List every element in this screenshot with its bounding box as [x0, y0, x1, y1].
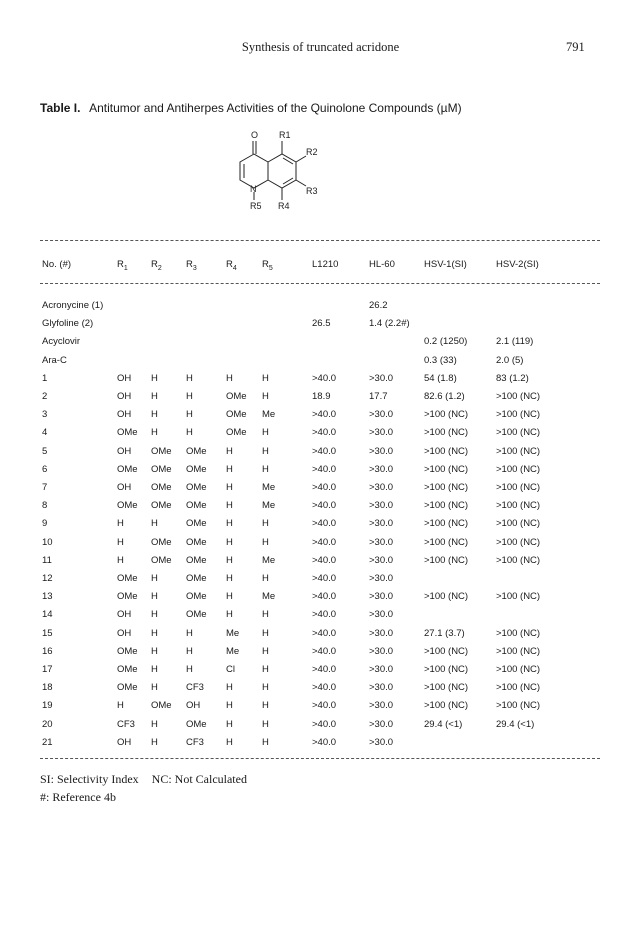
table-row	[0, 737, 641, 753]
cell-l1210: >40.0	[312, 609, 337, 621]
cell-hl60: >30.0	[369, 627, 394, 639]
cell-r3: OMe	[186, 500, 207, 512]
cell-r3: CF3	[186, 736, 204, 748]
cell-r3: OMe	[186, 518, 207, 530]
cell-hsv1: 82.6 (1.2)	[424, 391, 465, 402]
cell-hsv2: >100 (NC)	[496, 482, 541, 493]
table-label: Table I.	[40, 101, 81, 115]
cell-r4: Me	[226, 627, 240, 639]
cell-r4: H	[226, 573, 233, 584]
cell-r2: H	[151, 427, 158, 439]
cell-r2: H	[151, 736, 158, 748]
cell-hsv1: >100 (NC)	[424, 591, 469, 603]
cell-hl60: >30.0	[369, 427, 394, 439]
cell-r1: OH	[117, 445, 132, 457]
cell-r2: OMe	[151, 482, 172, 493]
cell-hsv1: >100 (NC)	[424, 536, 469, 548]
cell-r1: OH	[117, 409, 132, 421]
cell-r1: OMe	[117, 463, 138, 475]
table-bottom-rule	[40, 758, 600, 759]
cell-r5: H	[262, 573, 269, 584]
cell-r1: OH	[117, 627, 132, 639]
cell-r2: OMe	[151, 700, 172, 712]
cell-r1: CF3	[117, 718, 135, 730]
cell-r1: OMe	[117, 500, 138, 512]
cell-hl60: >30.0	[369, 536, 394, 548]
cell-hl60: >30.0	[369, 700, 394, 712]
cell-hsv2: >100 (NC)	[496, 627, 541, 639]
cell-r1: OH	[117, 736, 132, 748]
cell-r1: OH	[117, 482, 132, 493]
cell-r3: OMe	[186, 609, 207, 621]
cell-hl60: >30.0	[369, 500, 394, 512]
cell-l1210: >40.0	[312, 409, 337, 421]
cell-r5: Me	[262, 500, 276, 512]
cell-r3: OMe	[186, 554, 207, 566]
cell-r5: H	[262, 736, 269, 748]
cell-r2: H	[151, 645, 158, 657]
cell-r4: OMe	[226, 427, 247, 439]
cell-compound: 14	[42, 609, 53, 621]
table-row	[0, 628, 641, 644]
table-row	[0, 719, 641, 735]
cell-r4: Me	[226, 645, 240, 657]
cell-r5: H	[262, 627, 269, 639]
col-header-r2: $R_2$	[151, 259, 162, 272]
cell-r4: H	[226, 445, 233, 457]
cell-hsv2: >100 (NC)	[496, 427, 541, 439]
cell-r2: H	[151, 518, 158, 530]
cell-r3: OMe	[186, 482, 207, 493]
cell-compound: Glyfoline (2)	[42, 318, 94, 330]
cell-compound: 21	[42, 736, 53, 748]
cell-l1210: >40.0	[312, 664, 337, 675]
cell-l1210: >40.0	[312, 591, 337, 603]
quinolone-structure-diagram	[222, 124, 332, 224]
table-row	[0, 591, 641, 607]
cell-r1: OMe	[117, 591, 138, 603]
cell-hsv1: >100 (NC)	[424, 463, 469, 475]
cell-r3: H	[186, 391, 193, 402]
cell-r4: H	[226, 700, 233, 712]
cell-r3: OMe	[186, 463, 207, 475]
cell-hl60: >30.0	[369, 372, 394, 384]
col-header-r3: $R_3$	[186, 259, 197, 272]
cell-r2: H	[151, 609, 158, 621]
cell-r3: OMe	[186, 718, 207, 730]
cell-r4: Cl	[226, 664, 235, 675]
cell-r5: Me	[262, 482, 276, 493]
cell-compound: Acyclovir	[42, 336, 81, 348]
cell-r1: OMe	[117, 427, 138, 439]
cell-r2: H	[151, 409, 158, 421]
r4-label: R4	[278, 201, 290, 211]
cell-compound: 17	[42, 664, 53, 675]
cell-r1: OH	[117, 391, 132, 402]
cell-r3: H	[186, 664, 193, 675]
r5-label: R5	[250, 201, 262, 211]
cell-r1: OH	[117, 372, 132, 384]
cell-hsv2: 2.1 (119)	[496, 336, 534, 348]
cell-r4: H	[226, 736, 233, 748]
cell-r4: OMe	[226, 409, 247, 421]
cell-l1210: >40.0	[312, 500, 337, 512]
cell-r4: H	[226, 518, 233, 530]
cell-r5: H	[262, 682, 269, 694]
cell-hl60: 1.4 (2.2#)	[369, 318, 410, 330]
cell-r4: H	[226, 554, 233, 566]
cell-hl60: >30.0	[369, 518, 394, 530]
cell-r4: H	[226, 482, 233, 493]
cell-r4: OMe	[226, 391, 247, 402]
cell-hsv1: >100 (NC)	[424, 682, 469, 694]
cell-r3: OMe	[186, 445, 207, 457]
cell-hsv1: >100 (NC)	[424, 554, 469, 566]
cell-r4: H	[226, 718, 233, 730]
cell-compound: 19	[42, 700, 53, 712]
cell-hsv2: 83 (1.2)	[496, 372, 529, 384]
cell-hsv1: >100 (NC)	[424, 518, 469, 530]
cell-r1: OMe	[117, 664, 138, 675]
cell-r4: H	[226, 591, 233, 603]
cell-l1210: >40.0	[312, 700, 337, 712]
cell-l1210: >40.0	[312, 718, 337, 730]
cell-r5: H	[262, 536, 269, 548]
table-row	[0, 664, 641, 680]
table-row	[0, 646, 641, 662]
col-header-no: No. (#)	[42, 259, 72, 270]
cell-hl60: 17.7	[369, 391, 388, 402]
cell-compound: 6	[42, 463, 48, 475]
cell-r2: H	[151, 718, 158, 730]
r1-label: R1	[279, 130, 291, 140]
cell-r2: H	[151, 664, 158, 675]
table-row	[0, 518, 641, 534]
cell-compound: 3	[42, 409, 48, 421]
cell-r3: CF3	[186, 682, 204, 694]
cell-r4: H	[226, 536, 233, 548]
cell-r3: OMe	[186, 536, 207, 548]
table-row	[0, 427, 641, 443]
cell-l1210: >40.0	[312, 536, 337, 548]
table-row	[0, 555, 641, 571]
table-row	[0, 318, 641, 334]
cell-r2: H	[151, 391, 158, 402]
cell-compound: Ara-C	[42, 354, 67, 366]
col-header-r4: $R_4$	[226, 259, 237, 272]
cell-hl60: >30.0	[369, 736, 394, 748]
cell-l1210: >40.0	[312, 518, 337, 530]
footnotes	[40, 770, 257, 806]
cell-r1: OMe	[117, 573, 138, 584]
cell-hsv1: >100 (NC)	[424, 427, 469, 439]
cell-r4: H	[226, 500, 233, 512]
cell-r1: H	[117, 536, 124, 548]
table-caption	[40, 101, 462, 115]
cell-r2: OMe	[151, 500, 172, 512]
cell-r5: H	[262, 609, 269, 621]
cell-hl60: >30.0	[369, 482, 394, 493]
cell-hl60: >30.0	[369, 554, 394, 566]
footnote-nc: NC: Not Calculated	[151, 772, 247, 786]
cell-compound: 2	[42, 391, 48, 402]
cell-compound: 10	[42, 536, 53, 548]
table-row	[0, 409, 641, 425]
cell-l1210: >40.0	[312, 554, 337, 566]
cell-r3: H	[186, 645, 193, 657]
cell-l1210: >40.0	[312, 645, 337, 657]
cell-r1: OMe	[117, 682, 138, 694]
cell-r2: OMe	[151, 463, 172, 475]
cell-hl60: >30.0	[369, 645, 394, 657]
cell-r4: H	[226, 463, 233, 475]
cell-hl60: 26.2	[369, 300, 388, 311]
cell-r5: H	[262, 645, 269, 657]
cell-l1210: >40.0	[312, 372, 337, 384]
r3-label: R3	[306, 186, 318, 196]
cell-r5: H	[262, 718, 269, 730]
table-row	[0, 682, 641, 698]
footnote-si: SI: Selectivity Index	[40, 772, 139, 786]
cell-hsv2: >100 (NC)	[496, 463, 541, 475]
cell-hsv1: >100 (NC)	[424, 664, 469, 675]
cell-r4: H	[226, 372, 233, 384]
cell-hsv1: >100 (NC)	[424, 482, 469, 493]
col-header-r1: $R_1$	[117, 259, 128, 272]
cell-hsv2: >100 (NC)	[496, 664, 541, 675]
cell-compound: 7	[42, 482, 48, 493]
table-row	[0, 373, 641, 389]
cell-hl60: >30.0	[369, 573, 394, 584]
cell-l1210: >40.0	[312, 445, 337, 457]
cell-r5: H	[262, 518, 269, 530]
cell-r2: H	[151, 372, 158, 384]
cell-hsv1: 0.3 (33)	[424, 354, 457, 366]
cell-hl60: >30.0	[369, 463, 394, 475]
cell-r1: H	[117, 518, 124, 530]
cell-hl60: >30.0	[369, 409, 394, 421]
cell-r5: H	[262, 664, 269, 675]
cell-r1: OH	[117, 609, 132, 621]
cell-l1210: >40.0	[312, 682, 337, 694]
cell-r2: H	[151, 573, 158, 584]
cell-l1210: >40.0	[312, 427, 337, 439]
cell-compound: 13	[42, 591, 53, 603]
cell-hsv2: >100 (NC)	[496, 645, 541, 657]
cell-r5: H	[262, 391, 269, 402]
footnote-ref: #: Reference 4b	[40, 790, 116, 804]
cell-r4: H	[226, 682, 233, 694]
cell-r3: H	[186, 627, 193, 639]
cell-hsv2: 29.4 (<1)	[496, 718, 535, 730]
cell-r3: H	[186, 427, 193, 439]
cell-r5: H	[262, 463, 269, 475]
cell-r5: Me	[262, 591, 276, 603]
cell-hsv1: >100 (NC)	[424, 409, 469, 421]
cell-r1: OMe	[117, 645, 138, 657]
table-row	[0, 464, 641, 480]
table-row	[0, 300, 641, 316]
cell-l1210: >40.0	[312, 627, 337, 639]
nitrogen-label: N	[250, 184, 257, 194]
r2-label: R2	[306, 147, 318, 157]
table-row	[0, 391, 641, 407]
oxygen-label: O	[251, 130, 259, 140]
cell-hsv2: >100 (NC)	[496, 591, 541, 603]
footnote-line-1	[40, 770, 257, 788]
table-row	[0, 500, 641, 516]
cell-compound: 1	[42, 372, 48, 384]
cell-compound: 8	[42, 500, 48, 512]
cell-l1210: >40.0	[312, 463, 337, 475]
running-header: Synthesis of truncated acridone	[241, 40, 400, 54]
cell-compound: 5	[42, 445, 48, 457]
table-row	[0, 336, 641, 352]
table-header-row	[0, 259, 641, 275]
table-row	[0, 573, 641, 589]
table-top-rule	[40, 240, 600, 241]
cell-hl60: >30.0	[369, 718, 394, 730]
cell-hsv2: >100 (NC)	[496, 682, 541, 694]
cell-hsv1: 27.1 (3.7)	[424, 627, 465, 639]
cell-r2: H	[151, 591, 158, 603]
cell-hsv1: 29.4 (<1)	[424, 718, 463, 730]
cell-compound: 11	[42, 554, 52, 566]
cell-r5: H	[262, 700, 269, 712]
cell-hsv2: >100 (NC)	[496, 518, 541, 530]
cell-r2: H	[151, 682, 158, 694]
cell-hsv2: >100 (NC)	[496, 700, 541, 712]
cell-r3: OMe	[186, 591, 207, 603]
cell-hsv2: >100 (NC)	[496, 409, 541, 421]
cell-hl60: >30.0	[369, 445, 394, 457]
cell-r2: H	[151, 627, 158, 639]
cell-r3: OH	[186, 700, 201, 712]
cell-r5: Me	[262, 409, 276, 421]
cell-r2: OMe	[151, 445, 172, 457]
cell-hsv2: >100 (NC)	[496, 500, 541, 512]
cell-l1210: >40.0	[312, 482, 337, 493]
col-header-r5: $R_5$	[262, 259, 273, 272]
cell-hsv1: >100 (NC)	[424, 500, 469, 512]
cell-hl60: >30.0	[369, 682, 394, 694]
cell-hsv1: 0.2 (1250)	[424, 336, 468, 348]
col-header-hsv1: HSV-1(SI)	[424, 259, 467, 270]
cell-compound: 4	[42, 427, 48, 439]
cell-r3: H	[186, 409, 193, 421]
cell-compound: 18	[42, 682, 53, 694]
cell-compound: 20	[42, 718, 53, 730]
cell-compound: 9	[42, 518, 48, 530]
cell-hsv1: 54 (1.8)	[424, 372, 457, 384]
cell-hsv1: >100 (NC)	[424, 700, 469, 712]
table-row	[0, 537, 641, 553]
cell-l1210: >40.0	[312, 736, 337, 748]
cell-r1: H	[117, 554, 124, 566]
cell-hl60: >30.0	[369, 609, 394, 621]
col-header-hl60: HL-60	[369, 259, 395, 270]
r2-bond	[296, 156, 306, 162]
col-header-l1210: L1210	[312, 259, 339, 270]
benzene-ring	[268, 154, 296, 188]
table-row	[0, 446, 641, 462]
cell-hsv2: >100 (NC)	[496, 554, 541, 566]
cell-r3: H	[186, 372, 193, 384]
cell-l1210: 26.5	[312, 318, 331, 330]
cell-l1210: 18.9	[312, 391, 331, 402]
cell-r3: OMe	[186, 573, 207, 584]
table-header-rule	[40, 283, 600, 284]
cell-hsv1: >100 (NC)	[424, 645, 469, 657]
cell-compound: 15	[42, 627, 53, 639]
cell-r5: Me	[262, 554, 276, 566]
cell-r2: OMe	[151, 536, 172, 548]
cell-hsv2: >100 (NC)	[496, 445, 541, 457]
page-number: 791	[566, 40, 585, 54]
cell-r4: H	[226, 609, 233, 621]
cell-hl60: >30.0	[369, 664, 394, 675]
cell-hsv2: >100 (NC)	[496, 391, 541, 402]
table-row	[0, 609, 641, 625]
cell-hsv1: >100 (NC)	[424, 445, 469, 457]
table-row	[0, 700, 641, 716]
cell-hsv2: >100 (NC)	[496, 536, 541, 548]
cell-r5: H	[262, 445, 269, 457]
cell-r1: H	[117, 700, 124, 712]
cell-r5: H	[262, 427, 269, 439]
r3-bond	[296, 180, 306, 186]
cell-r2: OMe	[151, 554, 172, 566]
table-row	[0, 482, 641, 498]
table-caption-text: Antitumor and Antiherpes Activities of the Quinolone Compounds (µM)	[89, 101, 462, 115]
cell-compound: 12	[42, 573, 53, 584]
cell-compound: Acronycine (1)	[42, 300, 104, 311]
cell-l1210: >40.0	[312, 573, 337, 584]
cell-hsv2: 2.0 (5)	[496, 354, 524, 366]
col-header-hsv2: HSV-2(SI)	[496, 259, 539, 270]
cell-r5: H	[262, 372, 269, 384]
table-row	[0, 355, 641, 371]
cell-hl60: >30.0	[369, 591, 394, 603]
cell-compound: 16	[42, 645, 53, 657]
